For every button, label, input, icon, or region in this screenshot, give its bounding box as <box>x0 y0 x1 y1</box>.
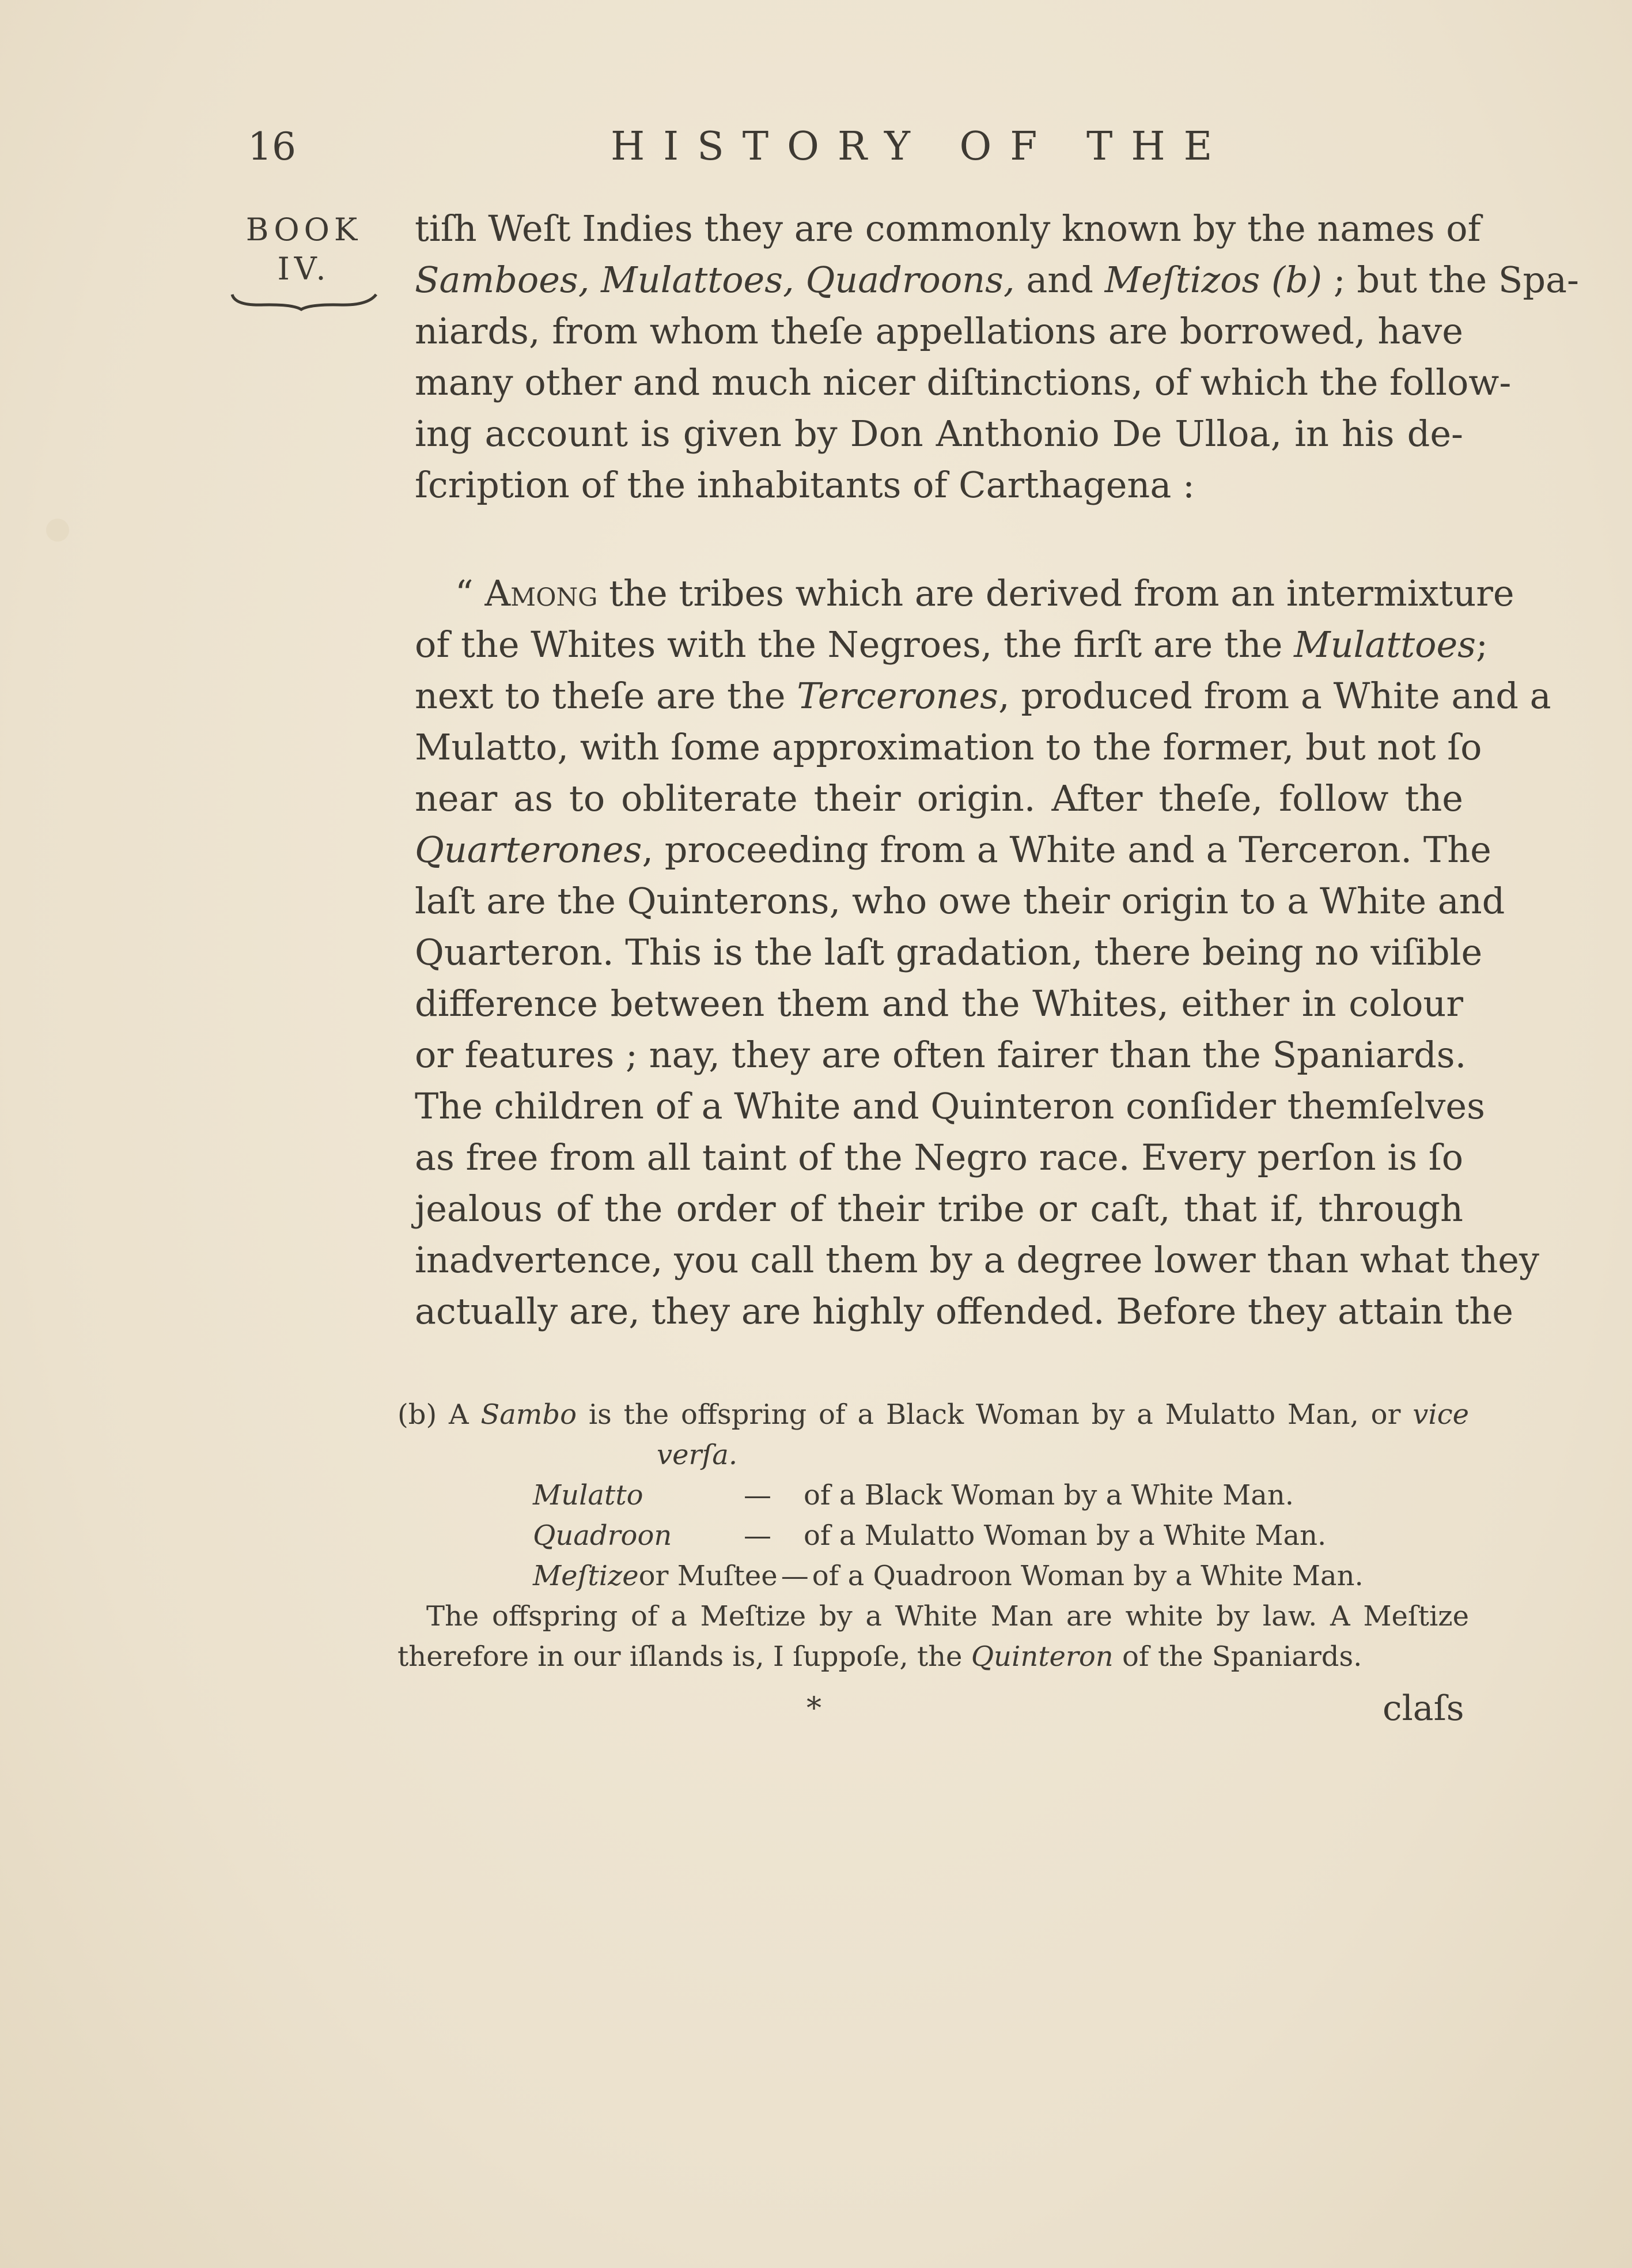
text-line: jealous of the order of their tribe or caſt, that if, through <box>415 1188 1463 1230</box>
catchword: claſs <box>1383 1688 1464 1729</box>
text-run: therefore in our iſlands is, I ſuppoſe, the <box>397 1640 971 1673</box>
italic-term: Sambo <box>480 1398 577 1431</box>
footnote-line <box>397 1435 1469 1475</box>
footnote-line <box>397 1636 1469 1677</box>
text-run: , proceeding from a White and a Terceron. The <box>642 829 1491 871</box>
text-run: ; <box>1476 623 1488 666</box>
footnote-definition-row <box>397 1475 1469 1515</box>
margin-book-label: BOOK <box>245 211 362 248</box>
paragraph-2 <box>415 568 1551 1337</box>
text-line: as free from all taint of the Negro race. Every perſon is ſo <box>415 1136 1464 1178</box>
text-line: Quarteron. This is the laſt gradation, there being no viſible <box>415 931 1483 973</box>
text-line: near as to obliterate their origin. After theſe, follow the <box>415 777 1463 819</box>
text-line <box>415 670 1551 721</box>
footnote <box>397 1394 1469 1677</box>
footnote-definition-row <box>397 1556 1469 1596</box>
definition-term: Quadroon <box>533 1519 672 1552</box>
text-run: ; but the Spa- <box>1322 259 1579 301</box>
definition-text: of a Black Woman by a White Man. <box>804 1479 1294 1511</box>
definition-term: Mulatto <box>533 1479 643 1511</box>
definition-dash: — <box>781 1560 809 1592</box>
running-title: HISTORY OF THE <box>611 124 1231 169</box>
margin-book-number: IV. <box>277 251 331 287</box>
text-line: tiſh Weſt Indies they are commonly known by the names of <box>415 207 1481 250</box>
text-line: laſt are the Quinterons, who owe their origin to a White and <box>415 880 1505 922</box>
italic-term: Mulattoes <box>1294 623 1476 666</box>
italic-term: Meſtizos (b) <box>1104 259 1323 301</box>
text-run: is the offspring of a Black Woman by a Mulatto Man, or <box>577 1398 1413 1431</box>
definition-dash: — <box>744 1519 771 1552</box>
italic-term: Tercerones <box>797 675 998 717</box>
text-line: ſcription of the inhabitants of Carthagena : <box>415 464 1195 506</box>
opening-quote: “ <box>455 572 485 614</box>
text-line: actually are, they are highly offended. Before they attain the <box>415 1290 1513 1332</box>
signature-mark: * <box>806 1691 821 1726</box>
brace-icon <box>229 290 379 313</box>
text-run: of the Whites with the Negroes, the firſt are the <box>415 623 1294 666</box>
italic-term: vice <box>1413 1398 1469 1431</box>
text-line: difference between them and the Whites, either in colour <box>415 982 1463 1025</box>
footnote-line <box>397 1394 1469 1435</box>
text-line: ing account is given by Don Anthonio De Ulloa, in his de- <box>415 413 1463 455</box>
paper-stain <box>46 519 69 542</box>
text-run: , produced from a White and a <box>998 675 1551 717</box>
text-run: and <box>1014 259 1105 301</box>
text-line <box>415 254 1579 305</box>
text-run: of the Spaniards. <box>1113 1640 1362 1673</box>
text-line: or features ; nay, they are often fairer than the Spaniards. <box>415 1034 1467 1076</box>
page-header <box>248 121 1463 173</box>
text-line: The children of a White and Quinteron conſider themſelves <box>415 1085 1485 1127</box>
text-run: next to theſe are the <box>415 675 797 717</box>
definition-text: of a Quadroon Woman by a White Man. <box>812 1560 1364 1592</box>
footnote-definition-row <box>397 1515 1469 1556</box>
definition-dash: — <box>744 1479 771 1511</box>
small-caps-word: Among <box>484 572 598 614</box>
margin-note <box>222 210 386 313</box>
text-line <box>415 824 1491 875</box>
definition-term-alt: or Muſtee <box>638 1560 778 1592</box>
text-run: A <box>437 1398 481 1431</box>
footnote-line: The offspring of a Meſtize by a White Man are white by law. A Meſtize <box>426 1600 1469 1632</box>
paragraph-1 <box>415 203 1579 511</box>
text-line: inadvertence, you call them by a degree lower than what they <box>415 1239 1539 1281</box>
page-number: 16 <box>248 124 296 169</box>
footnote-marker: (b) <box>397 1398 437 1431</box>
italic-term: Quarterones <box>415 829 642 871</box>
text-line: Mulatto, with ſome approximation to the former, but not ſo <box>415 726 1482 768</box>
text-line: niards, from whom theſe appellations are borrowed, have <box>415 310 1463 352</box>
text-line <box>415 619 1488 670</box>
italic-terms: Samboes, Mulattoes, Quadroons, <box>415 259 1015 301</box>
definition-text: of a Mulatto Woman by a White Man. <box>804 1519 1327 1552</box>
text-line: many other and much nicer diſtinctions, of which the follow- <box>415 361 1512 403</box>
italic-term: Quinteron <box>971 1640 1114 1673</box>
text-line <box>415 568 1514 619</box>
italic-term: verſa. <box>657 1439 738 1471</box>
text-run: the tribes which are derived from an intermixture <box>597 572 1514 614</box>
definition-term: Meſtize <box>533 1560 639 1592</box>
